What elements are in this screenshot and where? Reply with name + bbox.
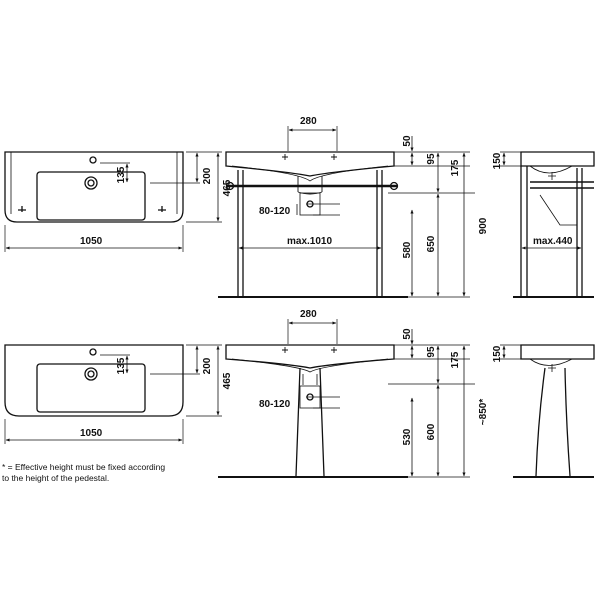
bottom-front-tap-marks [282,347,337,353]
bottom-front-height-530: 530 [402,428,413,446]
bottom-front-rim-50: 50 [402,328,413,340]
bottom-front-height-175: 175 [450,351,461,369]
top-side-basin [521,152,594,166]
bottom-front-pedestal [296,368,324,476]
bottom-plan-view [5,345,222,444]
bottom-side-view [500,345,594,477]
top-side-depth: max.440 [533,236,573,247]
top-plan-width-label: 1050 [80,236,103,247]
top-front-rim-95: 95 [426,153,437,165]
footnote [2,462,202,484]
bottom-plan-waste [85,368,97,380]
top-front-height-650: 650 [426,235,437,253]
footnote-line-1: * = Effective height must be fixed according [2,462,166,472]
footnote-line-2: to the height of the pedestal. [2,473,110,483]
top-side-height-150: 150 [492,152,503,170]
top-side-view [500,152,594,297]
top-front-height-175: 175 [450,159,461,177]
bottom-front-view [218,319,475,477]
bottom-front-waste-height: 80-120 [259,399,291,410]
top-plan-bowl [37,172,145,220]
bottom-front-height-850: ~850* [478,398,489,426]
top-plan-waste [85,177,97,189]
bottom-plan-overflow-hole [90,349,96,355]
top-front-tap-marks [282,154,337,160]
top-front-basin [226,152,394,176]
top-plan-tap-offset: 135 [116,166,127,184]
top-front-waste-height: 80-120 [259,206,291,217]
top-side-rail [530,182,594,188]
bottom-plan-depth-465: 465 [222,372,233,390]
bottom-plan-tap-offset: 135 [116,357,127,375]
top-front-legs [238,170,382,296]
top-plan-view [5,152,222,252]
top-front-rim-50: 50 [402,135,413,147]
top-front-span: max.1010 [287,236,333,247]
bottom-front-rim-95: 95 [426,346,437,358]
bottom-plan-width-label: 1050 [80,428,103,439]
top-plan-depth-200: 200 [202,167,213,185]
bottom-side-pedestal [536,368,570,476]
top-side-legs [521,166,582,296]
bottom-front-tap-spacing: 280 [300,309,317,320]
top-front-tap-spacing: 280 [300,116,317,127]
top-plan-overflow-hole [90,157,96,163]
top-plan-depth-465: 465 [222,179,233,197]
top-front-view [218,126,475,297]
top-front-height-900: 900 [478,217,489,235]
bottom-plan-depth-200: 200 [202,357,213,375]
top-plan-fixings [18,206,166,212]
bottom-side-height-150: 150 [492,345,503,363]
bottom-side-basin [521,345,594,359]
bottom-front-basin [226,345,394,368]
top-front-height-580: 580 [402,241,413,259]
bottom-front-height-600: 600 [426,423,437,441]
bottom-plan-outline [5,345,183,416]
